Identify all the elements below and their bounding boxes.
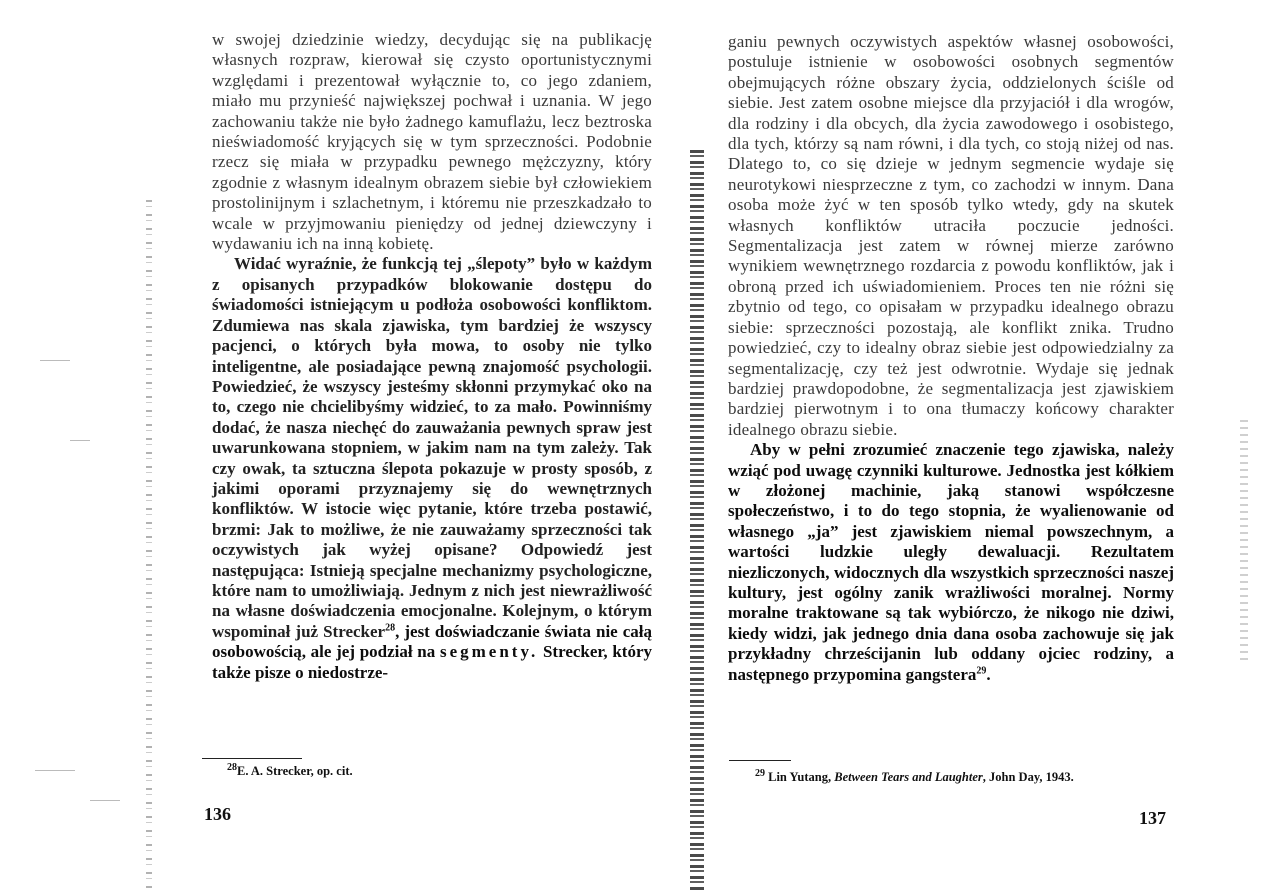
footnote-rule: [202, 758, 302, 759]
speck: [35, 770, 75, 771]
page-number: 136: [204, 804, 231, 824]
footnote-author: Lin Yutang,: [768, 770, 835, 784]
right-paragraph-2-part-a: Aby w pełni zrozumieć znaczenie tego zjawiska, należy wziąć pod uwagę czynniki kulturowe. Jednostka jest kółkiem w złożonej machinie, jaką stanowi współczesne społeczeństwo, i to do tego stopnia, że wyalienowanie od własnego „ja” jest zjawiskiem niemal powszechnym, a wartości ludzkie uległy dewaluacji. Rezultatem niezliczonych, widocznych dla wszystkich sprzeczności naszej kultury, jest ogólny zanik wrażliwości moralnej. Normy moralne traktowane są tak wybiórczo, że nikogo nie dziwi, kiedy widzi, jak jednego dnia dana osoba zachowuje się jak przykładny chrześcijanin lub oddany ojciec rodziny, a następnego przypomina gangstera: [728, 440, 1174, 684]
left-paragraph-1: w swojej dziedzinie wiedzy, decydując się na publikację własnych rozpraw, kierował się czysto oportunistycznymi względami i prezentował wyłącznie to, co jego zdaniem, miało mu przynieść największej pochwał i uznania. W jego zachowaniu także nie było żadnego kamuflażu, lecz beztroska nieświadomość kryjących się w tym sprzeczności. Podobnie rzecz się miała w przypadku pewnego mężczyzny, który zgodnie z własnym idealnym obrazem siebie był człowiekiem prostolinijnym i szlachetnym, i któremu nie przeszkadzało to wcale w przyjmowaniu pieniędzy od jednej dziewczyny i wydawaniu ich na inną kobietę.: [212, 30, 652, 254]
footnote-ref-29: 29: [976, 664, 987, 676]
right-page-body: [728, 32, 1174, 685]
right-page: [705, 0, 1262, 894]
left-page: [150, 0, 690, 894]
right-paragraph-1: ganiu pewnych oczywistych aspektów własnej osobowości, postuluje istnienie w osobowości osobnych segmentów obejmujących różne obszary życia, oddzielonych ściśle od siebie. Jest zatem osobne miejsce dla przyjaciół i dla wrogów, dla rodziny i dla obcych, dla życia zawodowego i osobistego, dla tych, którzy są nam równi, i dla tych, co stoją niżej od nas. Dlatego to, co się dzieje w jednym segmencie wydaje się neurotykowi niesprzeczne z tym, co zachodzi w innym. Dana osoba może żyć w ten sposób tylko wtedy, gdy na skutek własnych konfliktów utraciła poczucie jedności. Segmentalizacja jest zatem w równej mierze zarówno wynikiem wewnętrznego rozdarcia z powodu konfliktów, jak i obroną przed ich uświadomieniem. Proces ten nie różni się zbytnio od tego, co opisałam w przypadku idealnego obrazu siebie: sprzeczności pozostają, ale konflikt znika. Trudno powiedzieć, czy to idealny obraz siebie jest odpowiedzialny za segmentalizację, czy też jest odwrotnie. Wydaje się jednak bardziej prawdopodobne, że segmentalizacja jest zjawiskiem bardziej pierwotnym i to ona tłumaczy końcowy charakter idealnego obrazu siebie.: [728, 32, 1174, 439]
footnote-ref-28: 28: [385, 622, 396, 634]
footnote-text: E. A. Strecker, op. cit.: [237, 764, 353, 778]
left-paragraph-2-part-c: Strecker, który także pisze o niedostrze-: [212, 642, 652, 682]
left-page-body: [212, 30, 652, 683]
scan-specks: [30, 360, 140, 820]
footnote-28: [227, 761, 353, 779]
speck: [40, 360, 70, 361]
footnote-number: 29: [755, 767, 765, 779]
footnote-title: Between Tears and Laughter: [834, 770, 983, 784]
footnote-rule: [729, 760, 791, 761]
speck: [70, 440, 90, 441]
left-paragraph-2: [212, 254, 652, 683]
left-paragraph-2-part-a: Widać wyraźnie, że funkcją tej „ślepoty” było w każdym z opisanych przypadków blokowanie dostępu do świadomości istniejącym u podłoża osobowości konfliktom. Zdumiewa nas skala zjawiska, tym bardziej że wszyscy pacjenci, o których była mowa, to osoby nie tylko inteligentne, ale posiadające pewną znajomość psychologii. Powiedzieć, że wszyscy jesteśmy skłonni przymykać oko na to, czego nie chcielibyśmy widzieć, to za mało. Powinniśmy dodać, że nasza niechęć do zauważania pewnych spraw jest uwarunkowana stopniem, w jakim nam na tym zależy. Tak czy owak, ta sztuczna ślepota pokazuje w prosty sposób, z jakimi oporami przyznajemy się do wewnętrznych konfliktów. W istocie więc pytanie, które trzeba postawić, brzmi: Jak to możliwe, że nie zauważamy sprzeczności tak oczywistych jak wyżej opisane? Odpowiedź jest następująca: Istnieją specjalne mechanizmy psychologiczne, które nam to umożliwiają. Jednym z nich jest niewrażliwość na własne doświadczenia emocjonalne. Kolejnym, o którym wspominał już Strecker: [212, 254, 652, 641]
footnote-publisher: , John Day, 1943.: [982, 770, 1074, 784]
footnote-number: 28: [227, 761, 237, 773]
spaced-term: segmenty.: [439, 642, 539, 662]
book-gutter: [690, 150, 704, 890]
speck: [90, 800, 120, 801]
right-paragraph-2-part-b: .: [986, 664, 991, 684]
footnote-29: [755, 767, 1074, 785]
left-paragraph-2-part-b: , jest doświadczanie świata nie całą osobowością, ale jej podział na: [212, 621, 653, 662]
page-number: 137: [1139, 808, 1166, 828]
right-paragraph-2: [728, 440, 1174, 685]
